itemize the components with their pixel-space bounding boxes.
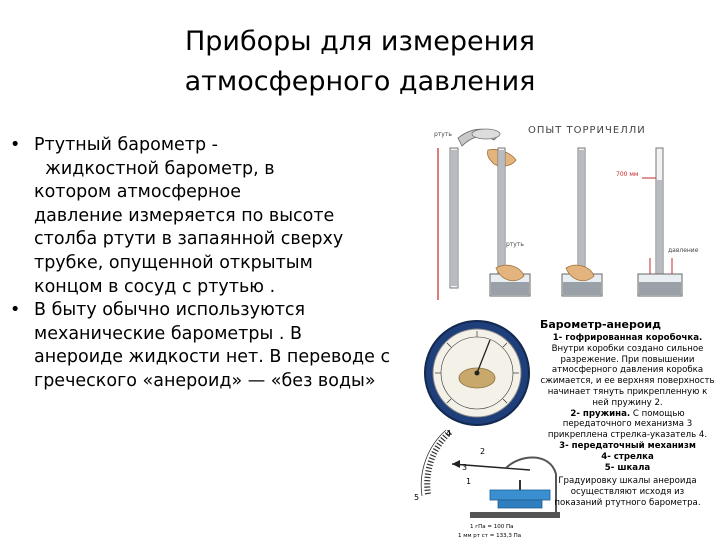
- item-5: 5- шкала: [604, 462, 651, 473]
- label-mercury-top: ртуть: [434, 131, 452, 138]
- footer-line: осуществляют исходя из: [570, 487, 685, 498]
- label-pressure: давление: [668, 247, 699, 254]
- item-1-line: ней пружину 2.: [592, 397, 663, 408]
- bullet-line: Ртутный барометр -: [34, 135, 218, 155]
- bullet-line: анероиде жидкости нет. В переводе с: [34, 347, 391, 368]
- item-2-line: передаточного механизма 3: [562, 419, 693, 430]
- units-mmhg: 1 мм рт ст = 133,3 Па: [458, 533, 522, 539]
- item-2-title: 2- пружина.: [570, 408, 631, 419]
- item-2-line: прикреплена стрелка-указатель 4.: [547, 430, 708, 441]
- label-vacuum: 700 мм: [616, 171, 639, 178]
- bullet-aneroid: [8, 299, 418, 393]
- bullet-list: [8, 134, 418, 394]
- item-1-title: 1- гофрированная коробочка.: [552, 333, 703, 343]
- item-2-line: [540, 409, 715, 420]
- tube-4: [642, 148, 663, 288]
- aneroid-title: Барометр-анероид: [540, 318, 662, 331]
- footer-line: показаний ртутного барометра.: [554, 497, 701, 508]
- diagram-label-1: 1: [466, 477, 472, 486]
- aneroid-description: [540, 333, 715, 509]
- item-2-text: С помощью: [632, 408, 685, 419]
- torricelli-heading: ОПЫТ ТОРРИЧЕЛЛИ: [528, 125, 646, 136]
- item-1-line: разрежение. При повышении: [560, 354, 695, 365]
- bullet-line: В быту обычно используются: [34, 300, 306, 321]
- title-line-2: атмосферного давления: [184, 66, 536, 97]
- label-mercury: ртуть: [506, 241, 524, 248]
- diagram-label-4: 4: [446, 429, 452, 438]
- item-1-line: начинает тянуть прикрепленную к: [547, 386, 708, 397]
- bullet-line: греческого «анероид» — «без воды»: [34, 370, 376, 391]
- mercury-dish-2: [562, 265, 602, 296]
- bullet-mercury-barometer: [8, 134, 418, 299]
- bullet-line: механические барометры . В: [34, 323, 302, 344]
- diagram-label-5: 5: [414, 493, 420, 502]
- item-1-line: сжимается, и ее верхняя поверхность: [540, 376, 715, 387]
- item-1-line: атмосферного давления коробка: [551, 365, 704, 376]
- item-1-line: Внутри коробки создано сильное: [551, 343, 704, 354]
- bullet-marker: •: [10, 300, 21, 321]
- title-line-1: Приборы для измерения: [184, 26, 536, 57]
- bullet-marker: •: [10, 135, 21, 155]
- aneroid-mechanism-diagram: [410, 424, 560, 540]
- bullet-line: концом в сосуд с ртутью .: [34, 276, 276, 297]
- bullet-line: жидкостной барометр, в: [34, 158, 275, 179]
- item-3: 3- передаточный механизм: [559, 440, 696, 451]
- bullet-line: давление измеряется по высоте: [34, 205, 335, 226]
- bullet-line: столба ртути в запаянной сверху: [34, 229, 344, 250]
- aneroid-dial: [418, 318, 536, 428]
- bullet-line: котором атмосферное: [34, 182, 241, 203]
- item-4: 4- стрелка: [601, 451, 654, 462]
- mercury-dish-1: [490, 265, 530, 296]
- units-hpa: 1 гПа = 100 Па: [470, 524, 514, 530]
- diagram-label-3: 3: [462, 463, 468, 472]
- diagram-label-2: 2: [480, 447, 486, 456]
- footer-line: Градуировку шкалы анероида: [558, 476, 697, 487]
- bullet-line: трубке, опущенной открытым: [34, 252, 313, 273]
- slide-title: [120, 22, 600, 102]
- torricelli-figure: [428, 118, 712, 308]
